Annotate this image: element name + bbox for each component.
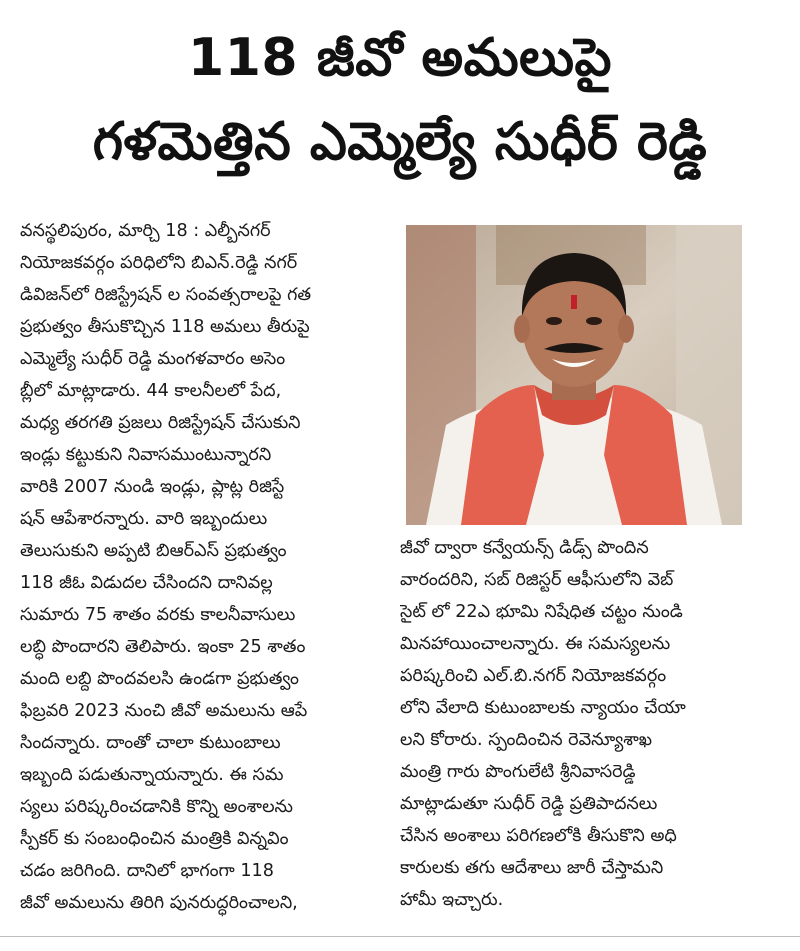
article-left-column	[20, 215, 394, 919]
article-line: మంత్రి గారు పొంగులేటి శ్రీనివాసరెడ్డి	[400, 762, 636, 782]
headline-line-1: 118 జీవో అమలుపై	[188, 28, 612, 88]
article-line: షన్ ఆపేశారన్నారు. వారి ఇబ్బందులు	[20, 509, 268, 529]
article-line: లని కోరారు. స్పందించిన రెవెన్యూశాఖ	[400, 730, 653, 750]
article-line: బ్లీలో మాట్లాడారు. 44 కాలనీలలో పేద,	[20, 381, 282, 401]
article-line: స్పీకర్ కు సంబంధించిన మంత్రికి విన్నవిం	[20, 829, 289, 849]
article-line: తెలుసుకుని అప్పటి బిఆర్ఎస్ ప్రభుత్వం	[20, 541, 287, 561]
article-line: జీవో ద్వారా కన్వేయన్స్ డిడ్స్ పొందిన	[400, 538, 649, 558]
article-line: 118 జీఓ విడుదల చేసిందని దానివల్ల	[20, 573, 273, 593]
article-line: చడం జరిగింది. దానిలో భాగంగా 118	[20, 861, 274, 881]
article-line: సుమారు 75 శాతం వరకు కాలనీవాసులు	[20, 605, 296, 625]
article-line: మినహాయించాలన్నారు. ఈ సమస్యలను	[400, 634, 671, 654]
article-line: సైట్ లో 22ఎ భూమి నిషేధిత చట్టం నుండి	[400, 602, 683, 622]
article-line: వారికి 2007 నుండి ఇండ్లు, ప్లాట్ల రిజిస్టే	[20, 477, 285, 497]
article-line: ఫిబ్రవరి 2023 నుంచి జీవో అమలును ఆపే	[20, 701, 308, 721]
article-line: చేసిన అంశాలు పరిగణలోకి తీసుకొని అధి	[400, 826, 677, 846]
article-line: ప్రభుత్వం తీసుకొచ్చిన 118 అమలు తీరుపై	[20, 317, 310, 337]
headline-line-2: గళమెత్తిన ఎమ్మెల్యే సుధీర్ రెడ్డి	[92, 112, 708, 172]
article-line: ఇబ్బంది పడుతున్నాయన్నారు. ఈ సమ	[20, 765, 284, 785]
article-line: కారులకు తగు ఆదేశాలు జారీ చేస్తామని	[400, 858, 664, 878]
article-line: మధ్య తరగతి ప్రజలు రిజిస్ట్రేషన్ చేసుకుని	[20, 413, 301, 433]
article-line: లబ్ధి పొందారని తెలిపారు. ఇంకా 25 శాతం	[20, 637, 306, 657]
article-line: డివిజన్‌లో రిజిస్ట్రేషన్ ల సంవత్సరాలపై గత	[20, 285, 312, 305]
article-line: ఇండ్లు కట్టుకుని నివాసముంటున్నారని	[20, 445, 272, 465]
article-line: వారందరిని, సబ్ రిజిస్టర్ ఆఫీసులోని వెబ్	[400, 570, 674, 590]
bottom-divider	[0, 936, 800, 937]
article-line: మాట్లాడుతూ సుధీర్ రెడ్డి ప్రతిపాదనలు	[400, 794, 658, 814]
article-line: మంది లబ్ది పొందవలసి ఉండగా ప్రభుత్వం	[20, 669, 299, 689]
article-line: లోని వేలాది కుటుంబాలకు న్యాయం చేయా	[400, 698, 686, 718]
article-right-column	[400, 532, 740, 916]
article-line: పరిష్కరించి ఎల్.బి.నగర్ నియోజకవర్గం	[400, 666, 667, 686]
article-line: హామీ ఇచ్చారు.	[400, 890, 504, 910]
article-line: జీవో అమలును తిరిగి పునరుద్ధరించాలని,	[20, 893, 298, 913]
article-line: వనస్థలిపురం, మార్చి 18 : ఎల్బీనగర్	[20, 221, 271, 241]
article-line: స్యలు పరిష్కరించడానికి కొన్ని అంశాలను	[20, 797, 293, 817]
article-line: నియోజకవర్గం పరిధిలోని బిఎన్.రెడ్డి నగర్	[20, 253, 298, 273]
article-line: సిందన్నారు. దాంతో చాలా కుటుంబాలు	[20, 733, 281, 753]
article-line: ఎమ్మెల్యే సుధీర్ రెడ్డి మంగళవారం అసెం	[20, 349, 286, 369]
portrait-photo	[406, 225, 742, 525]
